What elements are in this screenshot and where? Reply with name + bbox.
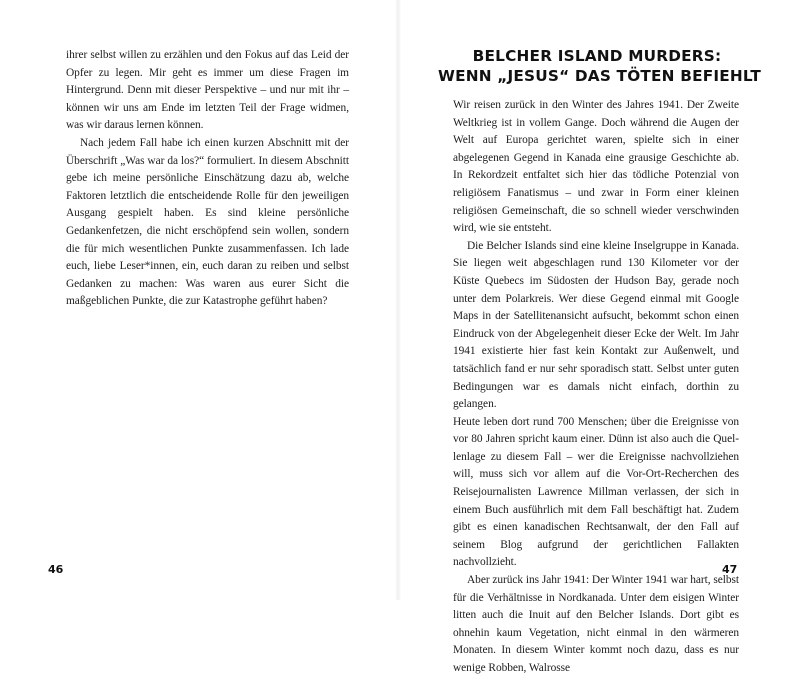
left-page-body [66,47,349,311]
right-paragraph-2: Die Belcher Islands sind eine kleine Inselgruppe in Kanada. Sie liegen weit abgeschlagen rund 130 Kilometer vor der Küste Quebecs im Südosten der Hudson Bay, gerade noch unter dem Polarkreis. Wer diese Gegend einmal mit Google Maps in der Satellitenansicht aufsucht, bekommt schon einen Eindruck von der Abgelegenheit dieser Ecke der Welt. Im Jahr 1941 existierte hier fast kein Kontakt zur Außenwelt, und tatsächlich fand er nur sehr sporadisch statt. Selbst unter guten Bedingungen war es damals nicht einfach, dorthin zu gelangen. [453,239,739,411]
chapter-title-line-1: BELCHER ISLAND MURDERS: [472,47,722,65]
right-paragraph-4: Aber zurück ins Jahr 1941: Der Winter 1941 war hart, selbst für die Verhältnisse in Nordkanada. Unter dem eisigen Winter litten auch die Inuit auf den Belcher Islands. Dort gibt es ohnehin kaum Vegetation, nicht einmal in den wärmeren Monaten. In diesem Winter kommt noch dazu, dass es nur wenige Robben, Walrosse [453,574,739,674]
chapter-title [438,46,761,86]
right-page [398,0,796,674]
right-paragraph-1: Wir reisen zurück in den Winter des Jahres 1941. Der Zweite Weltkrieg ist in vollem Gange. Doch während die Augen der Welt auf Europa gerichtet waren, spielte sich in einer abgelegenen Gegend in Kanada eine grausige Geschichte ab. In Rekordzeit entfaltet sich hier das tödliche Potenzial von religiösem Fanatismus – und zwar in Form einer kleinen religiösen Gemeinschaft, die so schnell wieder verschwinden wird, wie sie entsteht. [453,99,739,235]
left-paragraph-2: Nach jedem Fall habe ich einen kurzen Abschnitt mit der Überschrift „Was war da los?“ formuliert. In diesem Abschnitt gebe ich meine persönliche Einschätzung dazu ab, welche Faktoren letztlich die entscheidende Rolle für den jeweiligen Ausgang gespielt haben. Es sind kleine persönliche Gedankenfetzen, die nicht erschöpfend sein wollen, sondern die für mich wesentlichen Punkte zusammenfassen. Ich lade euch, liebe Leser*innen, ein, euch daran zu reiben und selbst Gedanken zu machen: Was waren aus eurer Sicht die maßgeblichen Punkte, die zur Katastrophe geführt haben? [66,136,349,308]
left-page [0,0,398,600]
page-number-left: 46 [48,563,64,576]
chapter-title-line-2: WENN „JESUS“ DAS TÖTEN BEFIEHLT [438,67,761,85]
left-paragraph-1: ihrer selbst willen zu erzählen und den Fokus auf das Leid der Opfer zu legen. Mir geht es immer um diese Fragen im Hintergrund. Denn mit dieser Perspektive – und nur mit ihr – können wir uns am Ende im letzten Teil der Frage widmen, was wir daraus lernen können. [66,49,349,132]
right-page-body [453,97,739,678]
page-number-right: 47 [722,563,738,576]
right-paragraph-3: Heute leben dort rund 700 Menschen; über die Ereignisse von vor 80 Jahren spricht kaum einer. Dünn ist also auch die Quellenlage zu diesem Fall – wer die Ereignisse nachvollziehen will, muss sich vor allem auf die Vor-Ort-Recherchen des Reisejournalisten Lawrence Millman verlassen, der sich in einem Buch ausführlich mit dem Fall beschäftigt hat. Zudem gibt es einen kanadischen Rechtsanwalt, der den Fall auf seinem Blog aufgrund der gerichtlichen Fallakten nachvollzieht. [453,415,739,569]
